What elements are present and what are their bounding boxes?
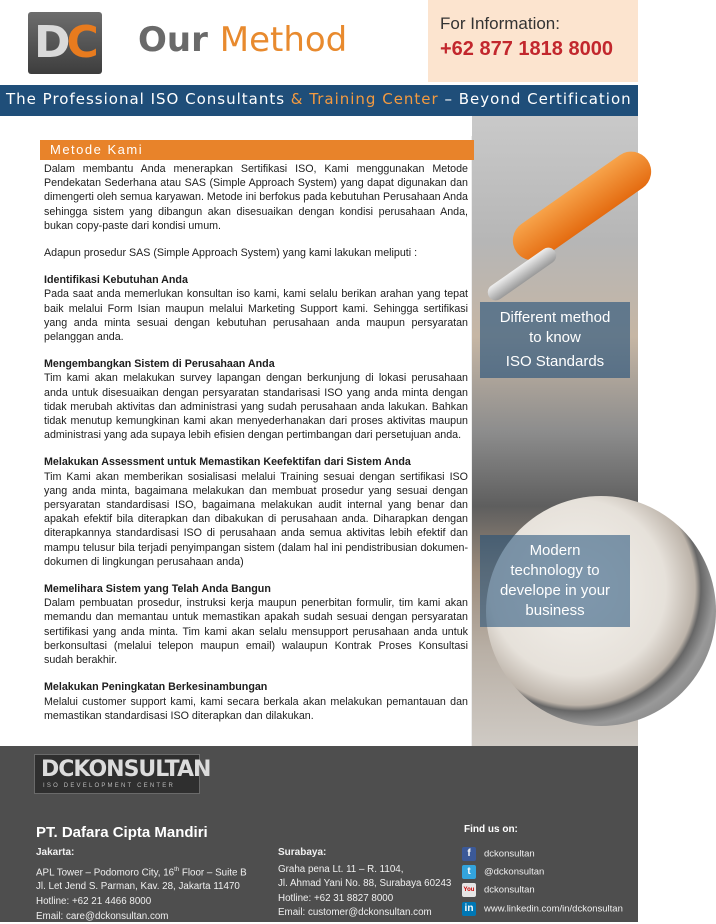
sidebar-text2-line3: develope in your xyxy=(499,582,611,599)
logo-letter-d: D xyxy=(34,17,67,68)
info-phone[interactable]: +62 877 1818 8000 xyxy=(440,38,613,60)
header xyxy=(0,0,638,82)
banner-part3: – Beyond Certification xyxy=(438,90,632,108)
pen-image xyxy=(505,144,659,269)
twitter-icon: t xyxy=(462,865,476,879)
address-surabaya-title: Surabaya: xyxy=(278,847,327,858)
address-jakarta-hotline[interactable]: Hotline: +62 21 4466 8000 xyxy=(36,896,152,908)
tagline-banner xyxy=(0,85,638,116)
step-block xyxy=(44,582,468,667)
procedure-intro: Adapun prosedur SAS (Simple Approach System) yang kami lakukan meliputi : xyxy=(44,247,418,260)
step-heading: Melakukan Peningkatan Berkesinambungan xyxy=(44,681,268,694)
social-twitter[interactable] xyxy=(462,865,638,879)
step-body: Pada saat anda memerlukan konsultan iso kami, kami selalu berikan arahan yang tepat baik melalui Form Isian maupun melalui Marketing Support kami. Sehingga sertifikasi yang anda minta sesuai dengan kebutuhan perusahaan anda maupun persyaratan pelanggan anda. xyxy=(44,288,468,344)
step-block xyxy=(44,273,468,344)
step-heading: Melakukan Assessment untuk Memastikan Keefektifan dari Sistem Anda xyxy=(44,456,411,469)
find-us-label: Find us on: xyxy=(464,824,518,835)
footer-logo-sub: ISO DEVELOPMENT CENTER xyxy=(43,783,175,789)
banner-part2: & Training Center xyxy=(290,90,439,108)
linkedin-icon: in xyxy=(462,902,476,916)
company-name: PT. Dafara Cipta Mandiri xyxy=(36,824,208,841)
facebook-icon: f xyxy=(462,847,476,861)
address-surabaya-email[interactable]: Email: customer@dckonsultan.com xyxy=(278,907,432,919)
step-body: Dalam pembuatan prosedur, instruksi kerja maupun penerbitan formulir, tim kami akan memandu dan memantau untuk memastikan apakah sudah sesuai dengan persyaratan sertifikasi yang anda minta. Tim kami akan selalu mensupport perusahaan anda untuk berkonsultasi (melalui telepon maupun email) walaupun Kontrak Proses Konsultasi sudah berakhir. xyxy=(44,597,468,667)
step-body: Tim kami akan melakukan survey lapangan dengan berkunjung di lokasi perusahaan anda untuk disesuaikan dengan persyaratan standarisasi ISO yang anda minta dengan tidak merubah aktivitas dan administrasi yang sudah perusahaan anda lakukan. Bahkan tidak menutup kemungkinan kami akan menyederhanakan dari proses aktivitas maupun administrasi yang ada supaya lebih efisien dengan pertimbangan dari persetujuan anda. xyxy=(44,372,468,442)
address-jakarta xyxy=(36,846,247,924)
title-main: Our xyxy=(138,20,208,60)
footer xyxy=(0,746,638,922)
sidebar-text2-line4: business xyxy=(525,602,585,619)
address-jakarta-line1 xyxy=(36,863,247,881)
dckonsultan-logo xyxy=(34,754,211,794)
sidebar-text-method xyxy=(472,302,638,378)
address-jakarta-email[interactable]: Email: care@dckonsultan.com xyxy=(36,910,169,922)
address-jakarta-line1a: APL Tower – Podomoro City, 16 xyxy=(36,866,175,878)
social-facebook[interactable] xyxy=(462,847,638,861)
step-heading: Identifikasi Kebutuhan Anda xyxy=(44,274,188,287)
photo-panel xyxy=(472,116,638,746)
social-linkedin[interactable] xyxy=(462,902,638,916)
address-surabaya-hotline[interactable]: Hotline: +62 31 8827 8000 xyxy=(278,892,394,904)
social-twitter-label[interactable]: @dckonsultan xyxy=(484,866,545,878)
youtube-icon: You xyxy=(462,883,476,897)
sidebar-text1-line3: ISO Standards xyxy=(505,353,605,370)
sidebar-text1-line1: Different method xyxy=(499,309,611,326)
step-heading: Memelihara Sistem yang Telah Anda Bangun xyxy=(44,583,271,596)
sidebar-text1-line2: to know xyxy=(529,329,581,346)
logo-letter-c: C xyxy=(66,17,95,68)
intro-paragraph: Dalam membantu Anda menerapkan Sertifikasi ISO, Kami menggunakan Metode Pendekatan Sederhana atau SAS (Simple Approach System) yang dapat digunakan dan dimengerti oleh semua karyawan. Metode ini berfokus pada kebutuhan Perusahaan Anda sehingga sistem yang dibangun akan disesuaikan dengan kondisi perusahaan Anda, bukan copy-paste dari kondisi umum. xyxy=(44,163,468,232)
address-jakarta-sup: th xyxy=(174,866,180,873)
dc-logo-letters xyxy=(34,18,95,68)
address-surabaya-line1: Graha pena Lt. 11 – R. 1104, xyxy=(278,863,404,875)
step-block xyxy=(44,357,468,442)
address-jakarta-line1b: Floor – Suite B xyxy=(179,866,247,878)
title-accent: Method xyxy=(219,20,348,60)
sidebar-text2-line2: technology to xyxy=(510,562,600,579)
step-block xyxy=(44,680,468,723)
info-box xyxy=(428,0,638,82)
step-block xyxy=(44,455,468,569)
address-jakarta-title: Jakarta: xyxy=(36,847,75,858)
address-surabaya xyxy=(278,846,451,921)
info-label: For Information: xyxy=(440,14,560,33)
sidebar-text-technology xyxy=(472,535,638,627)
main-content xyxy=(32,136,472,746)
content-text xyxy=(44,162,468,736)
footer-logo-main: DCKONSULTAN xyxy=(41,757,211,782)
social-linkedin-label[interactable]: www.linkedin.com/in/dckonsultan xyxy=(484,903,623,915)
social-facebook-label[interactable]: dckonsultan xyxy=(484,848,535,860)
address-surabaya-line2: Jl. Ahmad Yani No. 88, Surabaya 60243 xyxy=(278,878,452,890)
step-heading: Mengembangkan Sistem di Perusahaan Anda xyxy=(44,358,275,371)
step-body: Tim Kami akan memberikan sosialisasi melalui Training sesuai dengan sertifikasi ISO yang anda minta, bagaimana melakukan dan membuat prosedur yang sesuai dengan persyaratan standardisasi ISO, bagaimana melakukan audit internal yang benar dan apakah efektif bila diterapkan dan dibakukan di perusahaan anda. Diharapkan dengan diterapkannya standardisasi ISO di perusahaan anda semua aktivitas lebih efektif dan mampu telusur bila terjadi penyimpangan sistem (dalam hal ini pendistribusian dokumen-dokumen di lingkungan perusahaan anda) xyxy=(44,470,468,568)
section-title: Metode Kami xyxy=(40,140,474,160)
dc-logo xyxy=(28,12,102,74)
sidebar-text2-line1: Modern xyxy=(529,542,581,559)
step-body: Melalui customer support kami, kami secara berkala akan melakukan pemantauan dan memastikan standardisasi ISO diterapkan dan dilakukan. xyxy=(44,695,468,722)
social-youtube-label[interactable]: dckonsultan xyxy=(484,884,535,896)
social-youtube[interactable] xyxy=(462,883,638,897)
page-title xyxy=(138,20,347,60)
address-jakarta-line2: Jl. Let Jend S. Parman, Kav. 28, Jakarta 11470 xyxy=(36,881,240,893)
banner-part1: The Professional ISO Consultants xyxy=(6,90,291,108)
